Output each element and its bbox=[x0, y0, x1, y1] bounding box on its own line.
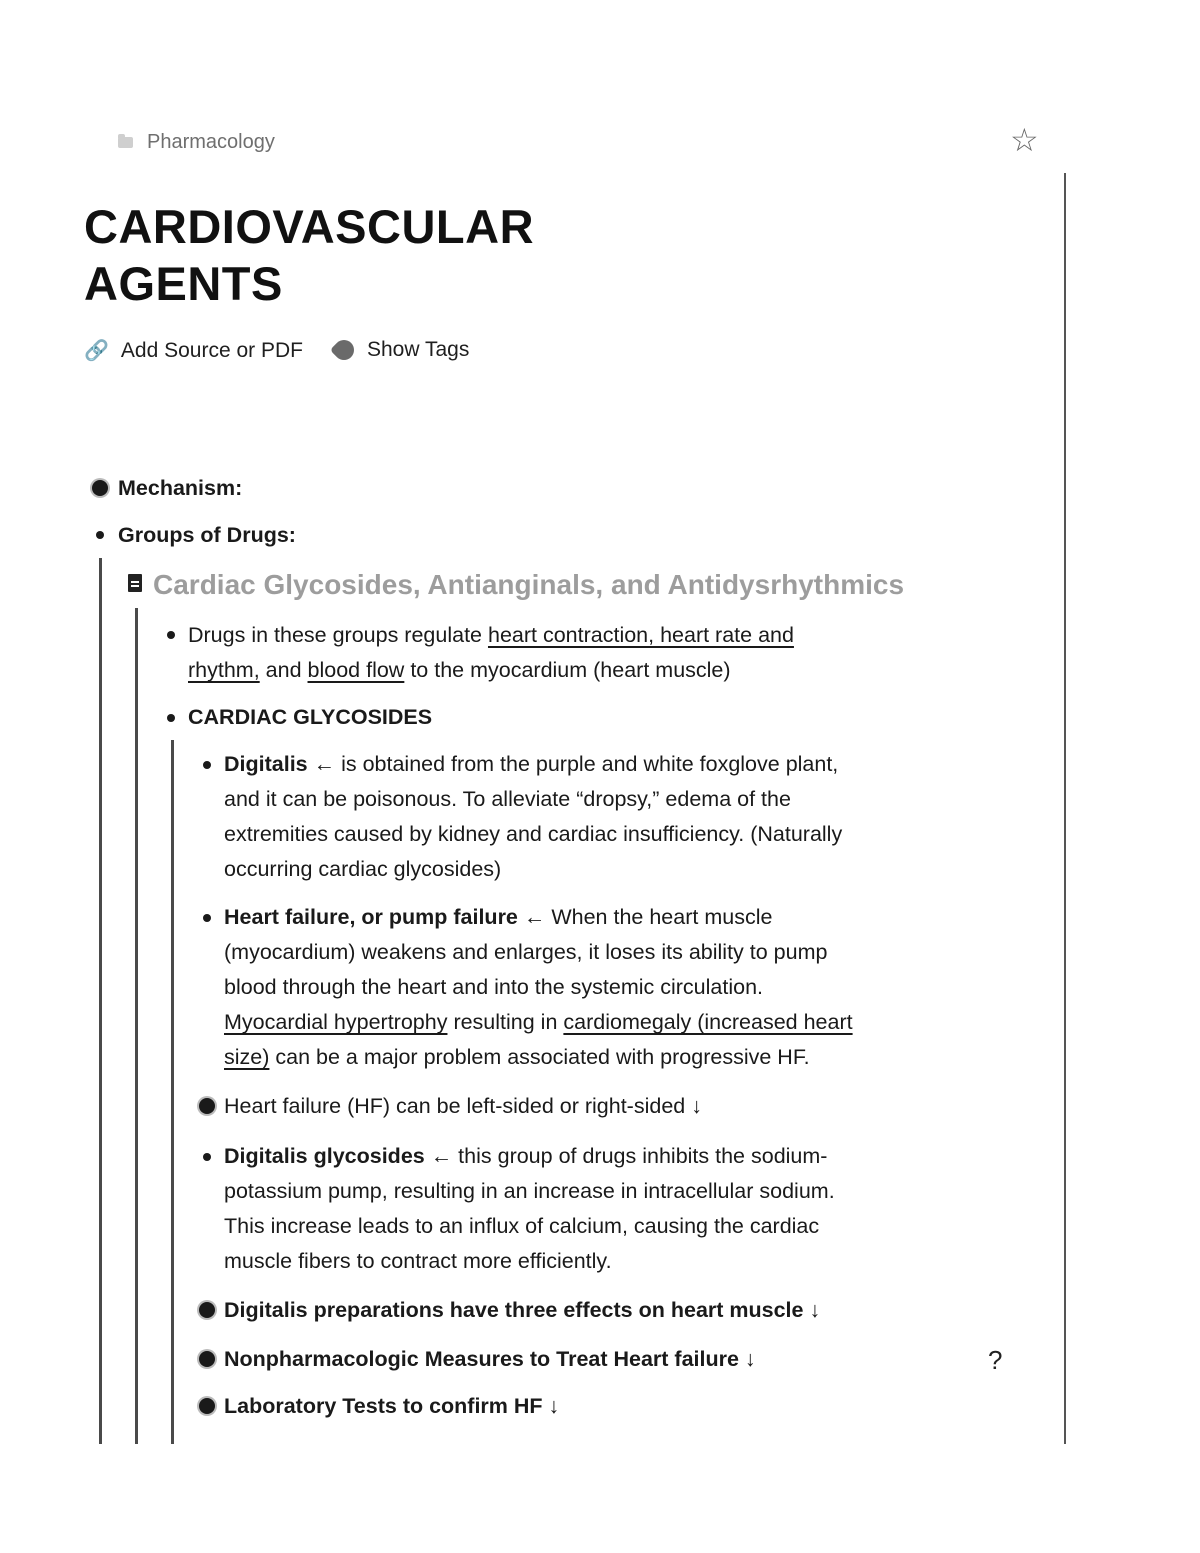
bullet[interactable] bbox=[203, 914, 211, 922]
list-item-cont bbox=[224, 1005, 853, 1040]
title-line-2: AGENTS bbox=[84, 257, 283, 310]
mechanism-heading[interactable]: Mechanism: bbox=[118, 476, 243, 500]
list-item-cont: occurring cardiac glycosides) bbox=[224, 857, 502, 881]
underlined-text: rhythm, bbox=[188, 658, 260, 682]
text: Drugs in these groups regulate bbox=[188, 623, 488, 647]
folder-icon bbox=[118, 137, 133, 148]
star-icon[interactable]: ☆ bbox=[1010, 122, 1039, 158]
text: to the myocardium (heart muscle) bbox=[404, 658, 731, 682]
underlined-text: Myocardial hypertrophy bbox=[224, 1010, 448, 1034]
breadcrumb-label: Pharmacology bbox=[147, 131, 275, 153]
collapsed-bullet[interactable] bbox=[199, 1398, 215, 1414]
tag-icon bbox=[330, 336, 358, 364]
list-item[interactable] bbox=[224, 747, 838, 782]
text: can be a major problem associated with progressive HF. bbox=[269, 1045, 810, 1069]
bullet[interactable] bbox=[96, 531, 104, 539]
text: ← is obtained from the purple and white foxglove plant, bbox=[307, 752, 839, 776]
link-icon: 🔗 bbox=[84, 340, 109, 362]
list-item[interactable] bbox=[224, 900, 772, 935]
list-item-cont bbox=[224, 1040, 810, 1075]
text: ← this group of drugs inhibits the sodium- bbox=[424, 1144, 828, 1168]
page-icon bbox=[128, 574, 142, 592]
list-item-cont: and it can be poisonous. To alleviate “dropsy,” edema of the bbox=[224, 787, 791, 811]
bullet[interactable] bbox=[203, 1153, 211, 1161]
bullet[interactable] bbox=[167, 714, 175, 722]
term: Heart failure, or pump failure bbox=[224, 905, 518, 929]
outline-guide-3 bbox=[171, 740, 174, 1444]
page-title bbox=[84, 198, 534, 312]
list-item[interactable] bbox=[188, 618, 794, 653]
underlined-text: cardiomegaly (increased heart bbox=[563, 1010, 853, 1034]
outline-guide-1 bbox=[99, 558, 102, 1444]
list-item-cont: muscle fibers to contract more efficiently. bbox=[224, 1249, 612, 1273]
list-item-cont: potassium pump, resulting in an increase in intracellular sodium. bbox=[224, 1179, 835, 1203]
page-divider bbox=[1064, 173, 1066, 1444]
term: Digitalis glycosides bbox=[224, 1144, 425, 1168]
list-item-cont: This increase leads to an influx of calcium, causing the cardiac bbox=[224, 1214, 820, 1238]
list-item-cont: extremities caused by kidney and cardiac insufficiency. (Naturally bbox=[224, 822, 843, 846]
add-source-button[interactable] bbox=[84, 338, 303, 363]
add-source-label: Add Source or PDF bbox=[120, 338, 303, 362]
groups-heading[interactable]: Groups of Drugs: bbox=[118, 523, 296, 547]
collapsed-bullet[interactable] bbox=[199, 1098, 215, 1114]
list-item-cont bbox=[188, 653, 731, 688]
list-item-cont: blood through the heart and into the systemic circulation. bbox=[224, 975, 764, 999]
list-item-cont: (myocardium) weakens and enlarges, it loses its ability to pump bbox=[224, 940, 828, 964]
underlined-text: size) bbox=[224, 1045, 270, 1069]
collapsed-bullet[interactable] bbox=[199, 1351, 215, 1367]
underlined-text: blood flow bbox=[307, 658, 405, 682]
bullet[interactable] bbox=[167, 631, 175, 639]
text: resulting in bbox=[447, 1010, 564, 1034]
text: ← When the heart muscle bbox=[517, 905, 773, 929]
toggle-item[interactable]: Laboratory Tests to confirm HF ↓ bbox=[224, 1394, 560, 1418]
underlined-text: heart contraction, heart rate and bbox=[487, 623, 794, 647]
cardiac-glycosides-heading[interactable]: CARDIAC GLYCOSIDES bbox=[188, 705, 433, 729]
collapsed-bullet[interactable] bbox=[92, 480, 108, 496]
show-tags-label: Show Tags bbox=[367, 338, 470, 361]
title-line-1: CARDIOVASCULAR bbox=[84, 200, 535, 253]
show-tags-button[interactable] bbox=[334, 338, 469, 362]
toggle-item[interactable]: Nonpharmacologic Measures to Treat Heart failure ↓ bbox=[224, 1347, 756, 1371]
subpage-link[interactable]: Cardiac Glycosides, Antianginals, and Antidysrhythmics bbox=[153, 569, 905, 600]
breadcrumb[interactable] bbox=[118, 131, 275, 154]
bullet[interactable] bbox=[203, 761, 211, 769]
outline-guide-2 bbox=[135, 608, 138, 1444]
help-button[interactable]: ? bbox=[988, 1345, 1003, 1375]
text: and bbox=[259, 658, 308, 682]
list-item[interactable] bbox=[224, 1139, 827, 1174]
toggle-item[interactable]: Heart failure (HF) can be left-sided or right-sided ↓ bbox=[224, 1094, 702, 1118]
term: Digitalis bbox=[224, 752, 308, 776]
collapsed-bullet[interactable] bbox=[199, 1302, 215, 1318]
toggle-item[interactable]: Digitalis preparations have three effects on heart muscle ↓ bbox=[224, 1298, 821, 1322]
